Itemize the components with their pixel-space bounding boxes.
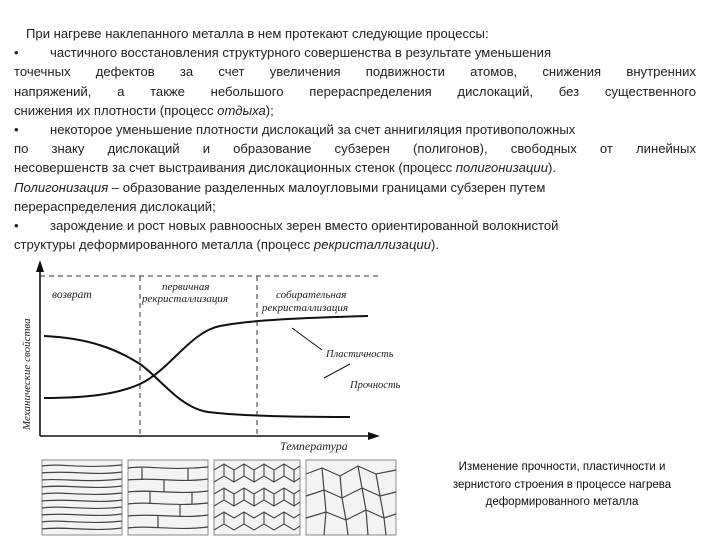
stage-label-collective-2: рекристаллизация: [262, 302, 348, 314]
stage-label-recovery: возврат: [52, 289, 92, 301]
caption-line-2: зернистого строения в процессе нагрева: [452, 478, 672, 491]
strength-leader: [324, 364, 350, 378]
definition-line-1: [14, 178, 696, 197]
term-rekristallizatsii: рекристаллизации: [313, 237, 431, 253]
bullet-1-tail: снижения их плотности (процесс: [14, 102, 218, 118]
bullet-3: •: [14, 218, 19, 234]
bullet-1-line-2: точечных дефектов за счет увеличения подвижности атомов, снижения внутренних: [14, 64, 696, 80]
bullet-2-line-1: [14, 120, 696, 139]
bullet-3-text: зарождение и рост новых равноосных зерен вместо ориентированной волокнистой: [50, 218, 559, 234]
microstructure-grain-growth: [306, 460, 396, 535]
bullet-1-text: частичного восстановления структурного совершенства в результате уменьшения: [50, 45, 552, 61]
microstructure-deformed: [42, 460, 122, 535]
bullet-2-text: некоторое уменьшение плотности дислокаций за счет аннигиляция противоположных: [50, 122, 576, 138]
properties-chart: [10, 252, 401, 453]
series-strength: [44, 336, 350, 417]
bullet-2-line-3: [14, 158, 696, 177]
bullet-2: •: [14, 122, 19, 138]
x-axis-label: Температура: [280, 439, 348, 453]
text-block: [14, 24, 696, 254]
microstructure-polygonized: [128, 460, 208, 535]
caption-line-1: Изменение прочности, пластичности и: [458, 461, 666, 473]
y-axis-label: Механические свойства: [21, 318, 33, 430]
bullet-3-end: ).: [431, 237, 439, 253]
definition-line-2: перераспределения дислокаций;: [14, 198, 216, 214]
term-otdykh: отдыха: [217, 102, 266, 118]
series-plasticity: [44, 316, 368, 398]
microstructure-recrystallized: [214, 460, 300, 535]
stage-label-primary-1: первичная: [162, 281, 210, 293]
figure-caption: [420, 459, 704, 512]
bullet-2-end: ).: [547, 160, 556, 176]
x-axis-arrow-icon: [368, 432, 380, 440]
term-poligonizatsiya: Полигонизация: [14, 179, 109, 195]
bullet-1-line-1: [14, 43, 696, 62]
bullet-2-tail: несовершенств за счет выстраивания дислокационных стенок (процесс: [14, 160, 456, 176]
intro-line: При нагреве наклепанного металла в нем протекают следующие процессы:: [26, 26, 489, 41]
bullet-2-line-2: по знаку дислокаций и образование субзерен (полигонов), свободных от линейных: [14, 141, 696, 157]
bullet-3-tail: структуры деформированного металла (процесс: [14, 237, 314, 253]
bullet-1-line-3: напряжений, а также небольшого перераспределения дислокаций, без существенного: [14, 83, 696, 99]
plasticity-leader: [292, 328, 322, 350]
stage-label-collective-1: собирательная: [276, 289, 347, 301]
bullet-1-line-4: [14, 101, 696, 120]
caption-line-3: деформированного металла: [485, 496, 639, 508]
definition-text: – образование разделенных малоугловыми границами субзерен путем: [108, 179, 546, 195]
term-poligonizatsii: полигонизации: [455, 160, 548, 176]
series-label-strength: Прочность: [350, 380, 401, 391]
bullet-3-line-1: [14, 216, 696, 235]
bullet-1: •: [14, 45, 19, 61]
y-axis-arrow-icon: [36, 260, 44, 272]
bullet-1-end: );: [265, 102, 274, 118]
stage-label-primary-2: рекристаллизация: [142, 293, 228, 305]
series-label-plasticity: Пластичность: [326, 349, 394, 360]
